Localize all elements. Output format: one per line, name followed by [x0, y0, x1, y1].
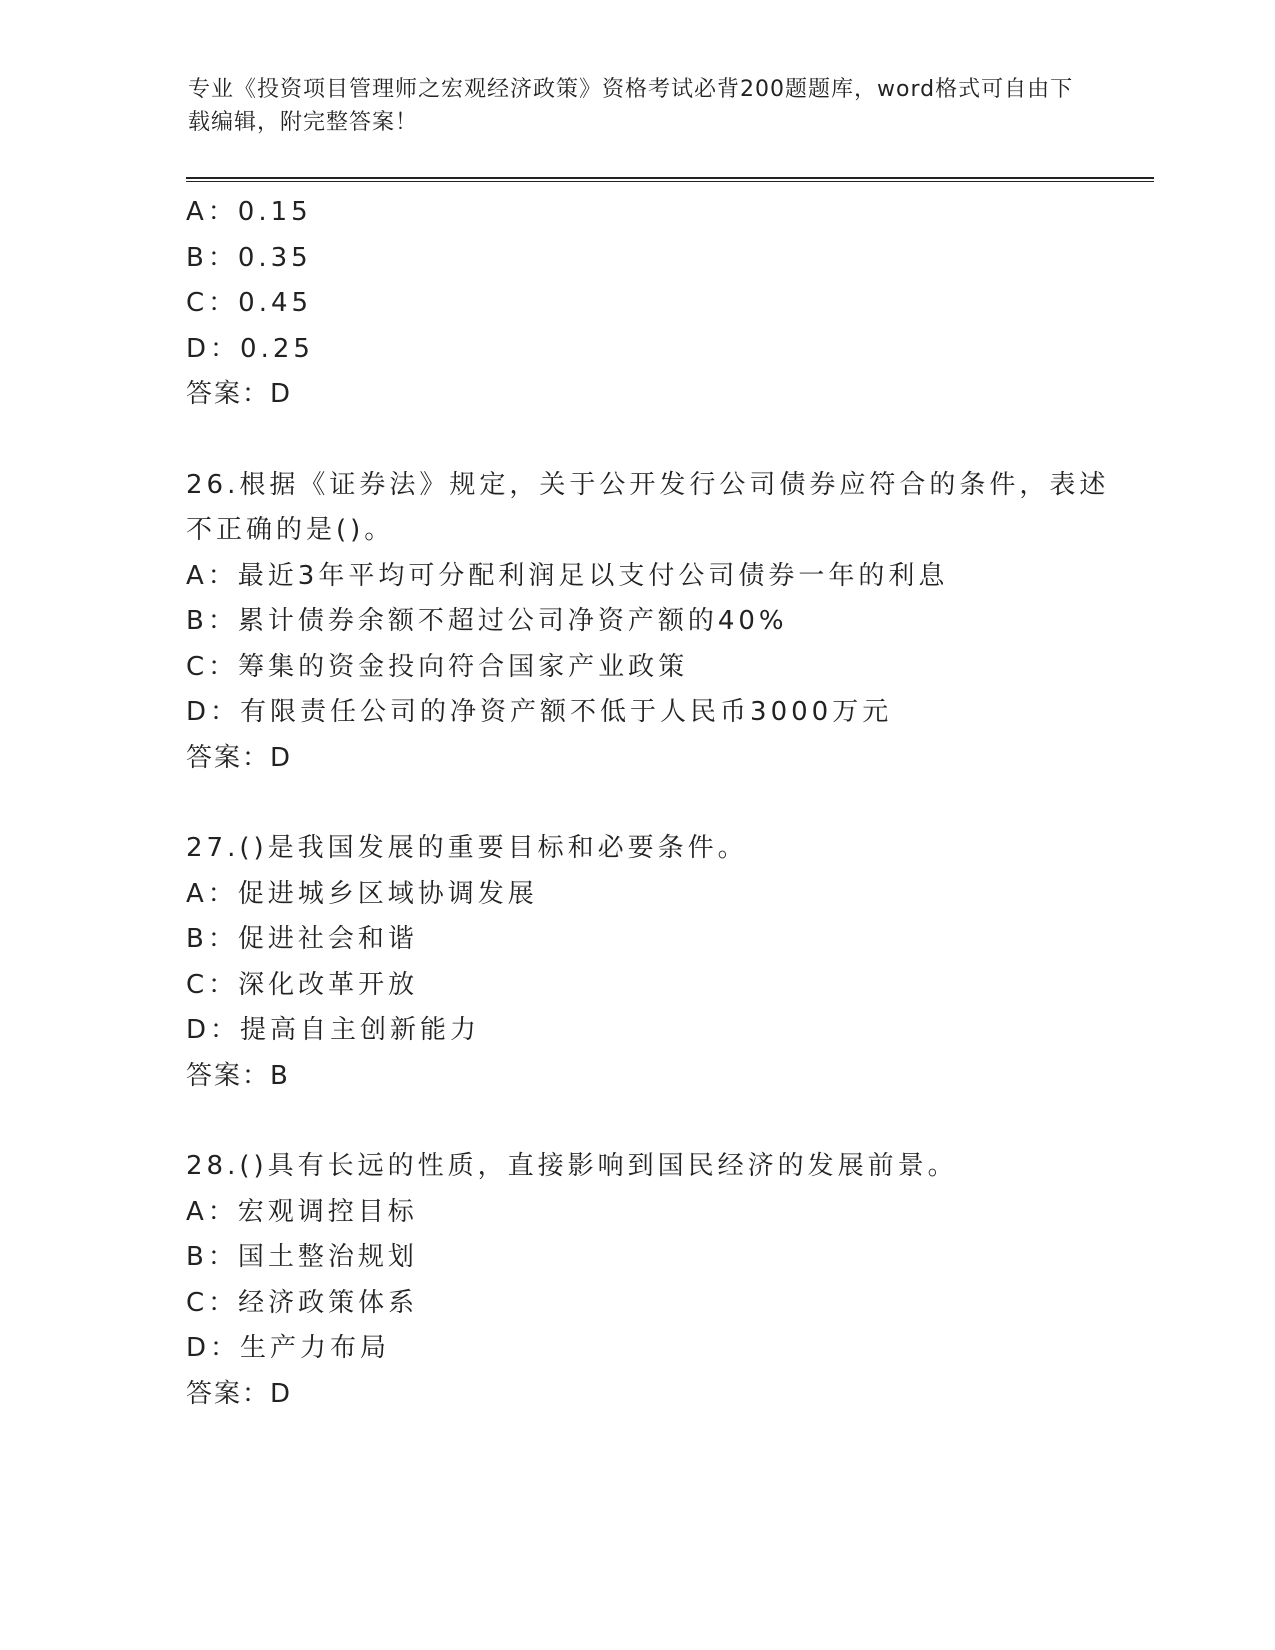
question-text-continued: 不正确的是()。 — [186, 515, 395, 545]
option-d: D：生产力布局 — [186, 1333, 391, 1363]
option-c: C：筹集的资金投向符合国家产业政策 — [186, 651, 689, 682]
question-25-block — [186, 190, 1146, 418]
question-content — [186, 190, 1146, 1417]
option-d: D：提高自主创新能力 — [186, 1015, 481, 1045]
answer: 答案：D — [186, 379, 293, 409]
question-text: 28.()具有长远的性质，直接影响到国民经济的发展前景。 — [186, 1151, 958, 1181]
option-c: C：经济政策体系 — [186, 1287, 419, 1318]
header-title: 专业《投资项目管理师之宏观经济政策》资格考试必背200题题库，word格式可自由下载编辑，附完整答案！ — [188, 77, 1074, 135]
option-c: C：0.45 — [186, 288, 313, 318]
answer: 答案：D — [186, 742, 293, 773]
question-26-block — [186, 463, 1146, 782]
answer: 答案：D — [186, 1378, 293, 1409]
header-divider — [186, 177, 1154, 182]
question-28-block — [186, 1144, 1146, 1417]
option-d: D：有限责任公司的净资产额不低于人民币3000万元 — [186, 697, 893, 727]
option-d: D：0.25 — [186, 333, 314, 364]
question-text: 26.根据《证券法》规定，关于公开发行公司债券应符合的条件，表述 — [186, 469, 1110, 500]
answer: 答案：B — [186, 1060, 290, 1091]
option-b: B：国土整治规划 — [186, 1242, 418, 1272]
option-a: A：宏观调控目标 — [186, 1196, 418, 1227]
option-b: B：促进社会和谐 — [186, 924, 418, 954]
question-27-block — [186, 826, 1146, 1099]
option-b: B：0.35 — [186, 242, 312, 273]
option-b: B：累计债券余额不超过公司净资产额的40% — [186, 606, 788, 636]
option-a: A：促进城乡区域协调发展 — [186, 878, 538, 909]
question-text: 27.()是我国发展的重要目标和必要条件。 — [186, 833, 748, 863]
option-a: A：0.15 — [186, 197, 312, 227]
option-c: C：深化改革开放 — [186, 969, 419, 1000]
option-a: A：最近3年平均可分配利润足以支付公司债券一年的利息 — [186, 560, 949, 591]
